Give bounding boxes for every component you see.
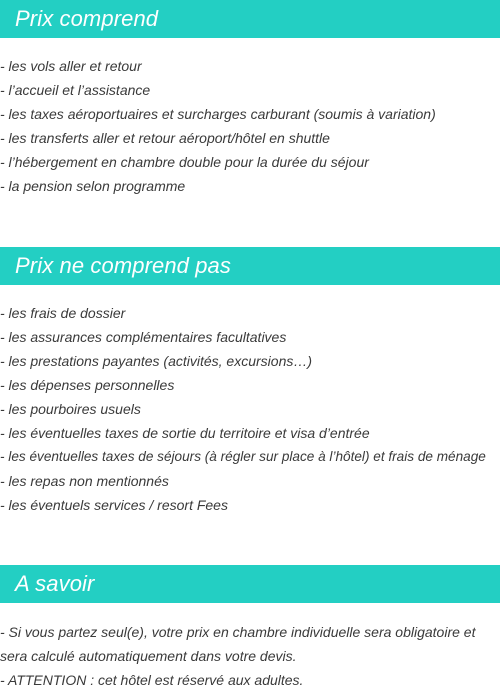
list-item: - les éventuelles taxes de sortie du territoire et visa d’entrée <box>0 425 370 441</box>
section-header-price-includes <box>0 0 500 38</box>
section-price-includes <box>0 0 500 198</box>
included-list <box>0 54 500 198</box>
info-paragraph: - Si vous partez seul(e), votre prix en chambre individuelle sera obligatoire et sera calculé automatiquement dans votre devis. <box>0 624 476 664</box>
list-item: - les éventuels services / resort Fees <box>0 497 228 513</box>
list-item: - les frais de dossier <box>0 305 126 321</box>
section-title: Prix comprend <box>15 6 159 31</box>
section-price-excludes <box>0 247 500 517</box>
list-item: - les assurances complémentaires facultatives <box>0 329 287 345</box>
list-item: - les transferts aller et retour aéroport/hôtel en shuttle <box>0 130 330 146</box>
list-item: - les vols aller et retour <box>0 58 142 74</box>
info-body <box>0 620 500 692</box>
section-header-price-excludes <box>0 247 500 285</box>
section-title: Prix ne comprend pas <box>15 253 231 278</box>
info-paragraph: - ATTENTION : cet hôtel est réservé aux adultes. <box>0 672 304 688</box>
list-item: - les repas non mentionnés <box>0 473 169 489</box>
list-item: - les taxes aéroportuaires et surcharges carburant (soumis à variation) <box>0 106 436 122</box>
list-item: - les dépenses personnelles <box>0 377 175 393</box>
list-item: - les pourboires usuels <box>0 401 141 417</box>
list-item: - l’hébergement en chambre double pour la durée du séjour <box>0 154 369 170</box>
list-item: - les éventuelles taxes de séjours (à régler sur place à l’hôtel) et frais de ménage <box>0 449 486 464</box>
section-title: A savoir <box>15 571 95 596</box>
list-item: - les prestations payantes (activités, excursions…) <box>0 353 313 369</box>
list-item: - l’accueil et l’assistance <box>0 82 151 98</box>
excluded-list <box>0 301 500 517</box>
section-header-good-to-know <box>0 565 500 603</box>
list-item: - la pension selon programme <box>0 178 186 194</box>
section-good-to-know <box>0 565 500 692</box>
